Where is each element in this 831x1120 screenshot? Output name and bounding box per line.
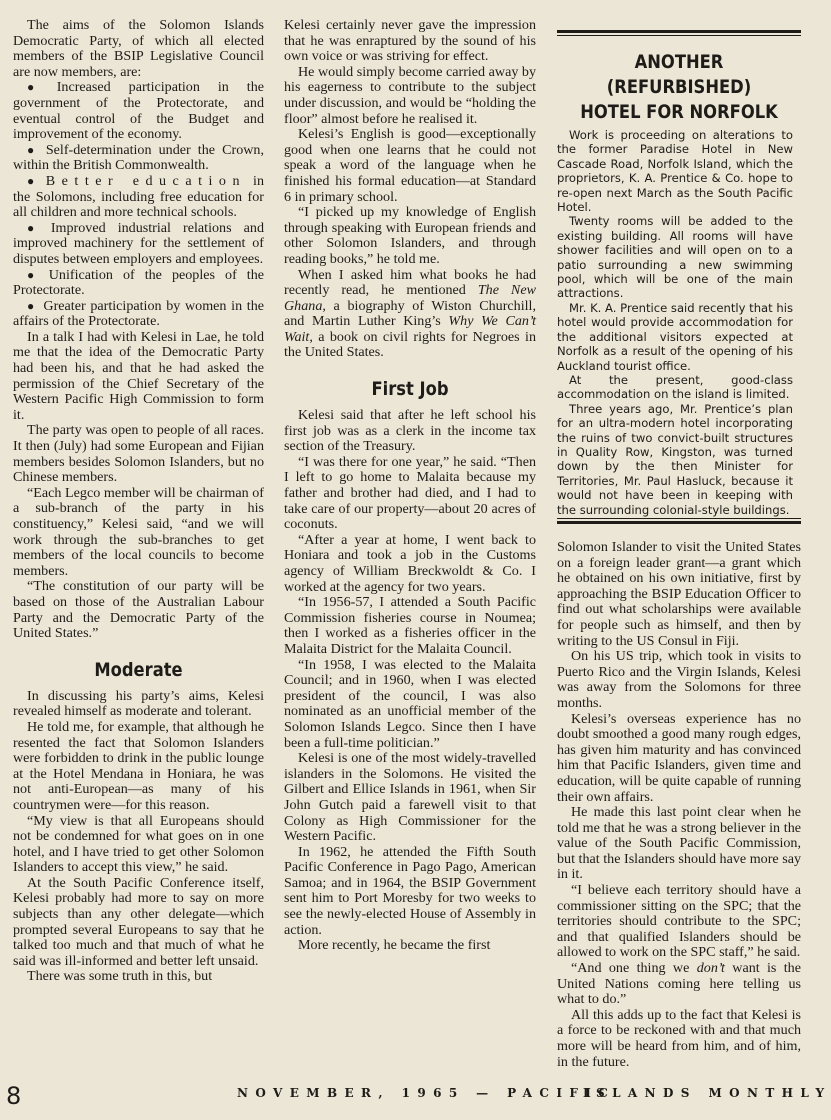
bullet-icon: ● (27, 80, 49, 95)
paragraph: “In 1956-57, I attended a South Pacific Commission fisheries course in Noumea; then I worked as a fisheries officer in the Malaita District for the Malaita Council. (284, 594, 536, 657)
boxed-article (557, 30, 801, 524)
paragraph (284, 268, 536, 362)
page-footer (0, 1074, 831, 1114)
box-bottom-rules (557, 518, 801, 524)
emphasis: don’t (696, 960, 725, 977)
bullet-item (13, 268, 264, 299)
paragraph: Twenty rooms will be added to the existing building. All rooms will have shower facilities and will open on to a patio surrounding a new swimming pool, which will be one of the main attractions. (557, 214, 793, 301)
box-top-rule (557, 30, 801, 33)
bullet-item (13, 299, 264, 330)
paragraph: There was some truth in this, but (27, 968, 213, 985)
bullet-text: Improved industrial relations and improved machinery for the settlement of disputes between employers and employees. (13, 219, 265, 267)
paragraph: More recently, he became the first (298, 937, 491, 954)
bullet-icon: ● (27, 173, 38, 188)
text-run: When I asked him what books he had recently read, he mentioned (284, 266, 536, 299)
text-run: want is the United Nations coming here telling us what to do.” (557, 960, 801, 1008)
bullet-text: Greater participation by women in the affairs of the Protectorate. (13, 297, 265, 330)
box-body (557, 128, 801, 517)
paragraph: On his US trip, which took in visits to Puerto Rico and the Virgin Islands, Kelesi was away from the Solomons for three months. (557, 648, 801, 711)
box-bottom-rule (557, 521, 801, 524)
bullet-text: Unification of the peoples of the Protectorate. (13, 266, 264, 299)
text-run: , a book on civil rights for Negroes in the United States. (284, 328, 536, 361)
paragraph: Kelesi said that after he left school his first job was as a clerk in the income tax section of the Treasury. (284, 407, 536, 455)
paragraph: Mr. K. A. Prentice said recently that his hotel would provide accommodation for the additional visitors expected at Norfolk as a result of the opening of his Auckland tourist office. (557, 300, 793, 373)
paragraph: Kelesi is one of the most widely-travelled islanders in the Solomons. He visited the Gilbert and Ellice Islands in 1961, when Sir John Gutch paid a farewell visit to that Colony as High Commissioner for the Western Pacific. (284, 750, 536, 845)
text-run: “And one thing we (571, 960, 697, 977)
paragraph: “I was there for one year,” he said. “Then I left to go home to Malaita because my father and brother had died, and I had to take care of our property—about 20 acres of coconuts. (284, 453, 536, 533)
paragraph: “The constitution of our party will be based on those of the Australian Labour Party and the Democratic Party of the United States.” (13, 578, 264, 642)
paragraph: At the present, good-class accommodation on the island is limited. (557, 372, 793, 402)
subheading-first-job: First Job (371, 378, 449, 401)
paragraph: Kelesi’s English is good—exceptionally good when one learns that he could not speak a word of the language when he finished his formal education—at Standard 6 in primary school. (284, 126, 536, 205)
footer-publication: ISLANDS MONTHLY (583, 1086, 831, 1100)
paragraph: He told me, for example, that although he resented the fact that Solomon Islanders were forbidden to drink in the public lounge at the Hotel Mendana in Honiara, he was not anti-European—as many of his countrymen were—for this reason. (13, 718, 264, 813)
paragraph: “Each Legco member will be chairman of a sub-branch of the party in his constituency,” Kelesi said, “and we will work through the sub-branches to get members of the local councils to become members. (13, 484, 264, 579)
paragraph: “In 1958, I was elected to the Malaita Council; and in 1960, when I was elected president of the council, I was also nominated as an unofficial member of the Solomon Islands Legco. Since then I have been a full-time politician.” (284, 656, 536, 751)
bullet-text: Increased participation in the government of the Protectorate, and eventual control of the Budget and improvement of the economy. (13, 79, 265, 143)
paragraph: All this adds up to the fact that Kelesi is a force to be reckoned with and that much more will be heard from him, and of him, in the future. (557, 1006, 801, 1070)
page-number: 8 (6, 1082, 22, 1110)
bullet-icon: ● (27, 220, 43, 235)
headline-line-2: HOTEL FOR NORFOLK (580, 101, 778, 123)
paragraph: He would simply become carried away by his eagerness to contribute to the subject under discussion, and would be “holding the floor” almost before he realised it. (284, 63, 536, 127)
bullet-icon: ● (27, 298, 36, 313)
book-title: Why We Can’t Wait (284, 313, 536, 345)
paragraph: Work is proceeding on alterations to the former Paradise Hotel in New Cascade Road, Norfolk Island, which the proprietors, K. A. Prentice & Co. hope to re-open next March as the South Pacific Hotel. (557, 128, 793, 215)
article-column-2 (284, 18, 536, 954)
paragraph: Kelesi’s overseas experience has no doubt smoothed a good many rough edges, has given him maturity and has convinced him that Pacific Islanders, given time and education, will be quite capable of running their own affairs. (557, 710, 801, 805)
paragraph: He made this last point clear when he told me that he was a strong believer in the value of the South Pacific Commission, but that the Islanders should have more say in it. (557, 804, 801, 883)
paragraph: “After a year at home, I went back to Honiara and took a job in the Customs agency of William Breckwoldt & Co. I worked at the agency for two years. (284, 531, 536, 595)
bullet-item (13, 174, 264, 221)
box-headline (574, 50, 784, 125)
bullet-icon: ● (27, 267, 41, 282)
book-title: The New Ghana (284, 282, 536, 314)
text-run: , a biography of Wiston Churchill, and Martin Luther King’s (284, 297, 536, 330)
paragraph: In a talk I had with Kelesi in Lae, he told me that the idea of the Democratic Party had been his, and that he had asked the permission of the Chief Secretary of the Western Pacific High Commission to form it. (13, 328, 264, 423)
bullet-item (13, 221, 264, 268)
box-bottom-rule-thin (557, 518, 801, 519)
paragraph: In 1962, he attended the Fifth South Pacific Conference in Pago Pago, American Samoa; and in 1964, the BSIP Government sent him to Port Moresby for two weeks to see the newly-elected House of Assembly in action. (284, 843, 536, 938)
box-top-rule-thin (557, 35, 801, 36)
paragraph: In discussing his party’s aims, Kelesi revealed himself as moderate and tolerant. (13, 687, 264, 720)
article-column-1 (13, 18, 264, 985)
bullet-text: in the Solomons, including free education for all children and more technical schools. (13, 172, 264, 221)
paragraph: Kelesi certainly never gave the impression that he was enraptured by the sound of his own voice or was striving for effect. (284, 17, 536, 65)
paragraph: At the South Pacific Conference itself, Kelesi probably had more to say on more subjects than any other delegate—which prompted several Europeans to say that he talked too much and that much of what he said was ill-informed and better left unsaid. (13, 874, 264, 969)
headline-line-1: ANOTHER (REFURBISHED) (606, 51, 752, 98)
bullet-item (13, 80, 264, 142)
bullet-text: Self-determination under the Crown, within the British Commonwealth. (13, 141, 264, 174)
article-column-3 (557, 540, 801, 1070)
paragraph: “My view is that all Europeans should not be condemned for what goes on in one hotel, and I have tried to get other Solomon Islanders to accept this view,” he said. (13, 812, 264, 876)
paragraph: Solomon Islander to visit the United States on a foreign leader grant—a grant which he obtained on his own initiative, first by approaching the BSIP Education Officer to find out what scholarships were available for people such as himself, and then by writing to the US Consul in Fiji. (557, 539, 801, 649)
paragraph: “I picked up my knowledge of English through speaking with European friends and other Solomon Islanders, and through reading books,” he told me. (284, 204, 536, 267)
bullet-text-spaced: Better education (45, 172, 246, 189)
bullet-item (13, 143, 264, 174)
paragraph: Three years ago, Mr. Prentice’s plan for an ultra-modern hotel incorporating the ruins of two convict-built structures in Quality Row, Kingston, was turned down by the then Minister for Territories, Mr. Paul Hasluck, because it would not have been in keeping with the surrounding colonial-style buildings. (557, 401, 793, 517)
footer-dateline: NOVEMBER, 1965 — PACIFIC (237, 1086, 616, 1100)
paragraph: The aims of the Solomon Islands Democratic Party, of which all elected members of the BSIP Legislative Council are now members, are: (13, 17, 264, 80)
paragraph: The party was open to people of all races. It then (July) had some European and Fijian members besides Solomon Islanders, but no Chinese members. (13, 422, 264, 486)
paragraph (557, 961, 801, 1008)
bullet-icon: ● (27, 142, 38, 157)
subheading-moderate: Moderate (94, 658, 183, 681)
paragraph: “I believe each territory should have a commissioner sitting on the SPC; that the territories should contribute to the SPC; and that qualified Islanders should be allowed to work on the SPC staff,” he said. (557, 882, 801, 961)
